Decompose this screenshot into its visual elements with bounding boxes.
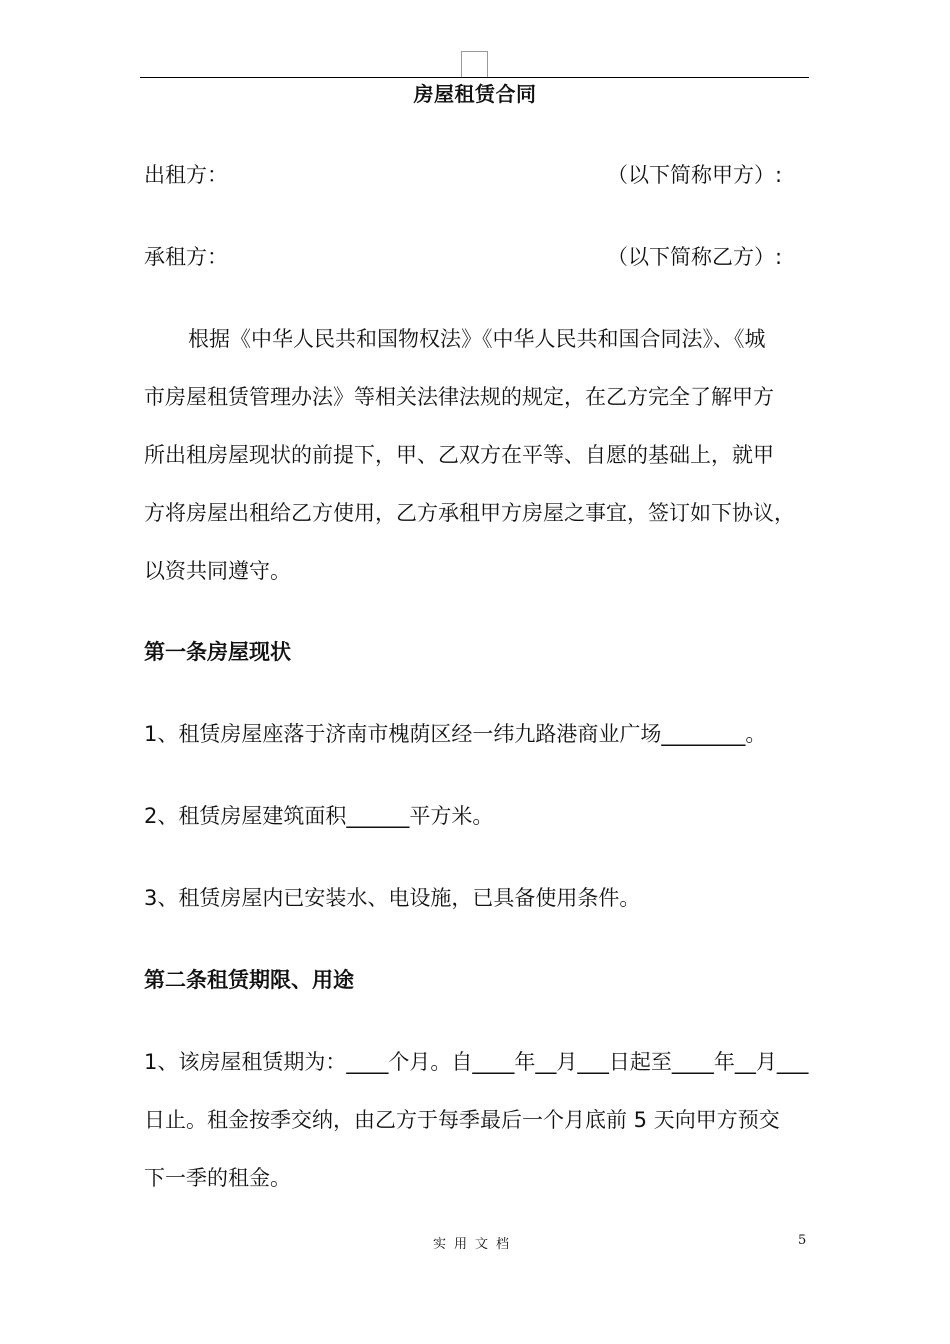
- article1-item: 1、租赁房屋座落于济南市槐荫区经一纬九路港商业广场________。: [144, 722, 767, 746]
- article2-heading: 第二条租赁期限、用途: [144, 968, 354, 992]
- footer-text: 实用文档: [432, 1237, 517, 1252]
- article1-item: 2、租赁房屋建筑面积______平方米。: [144, 804, 494, 828]
- document-title: 房屋租赁合同: [413, 82, 537, 106]
- article2-line: 1、该房屋租赁期为：____个月。自____年__月___日起至____年__月___: [144, 1050, 809, 1074]
- header-mark: [461, 51, 488, 77]
- article2-line: 日止。租金按季交纳，由乙方于每季最后一个月底前 5 天向甲方预交: [144, 1108, 780, 1132]
- intro-line: 市房屋租赁管理办法》等相关法律法规的规定，在乙方完全了解甲方: [144, 385, 774, 409]
- lessee-label: 承租方：: [144, 245, 228, 269]
- article1-item: 3、租赁房屋内已安装水、电设施，已具备使用条件。: [144, 886, 641, 910]
- intro-line: 所出租房屋现状的前提下，甲、乙双方在平等、自愿的基础上，就甲: [144, 443, 774, 467]
- lessee-suffix: （以下简称乙方）:: [607, 245, 783, 269]
- lessor-label: 出租方：: [144, 163, 228, 187]
- article1-heading: 第一条房屋现状: [144, 640, 291, 664]
- intro-line: 根据《中华人民共和国物权法》《中华人民共和国合同法》、《城: [188, 327, 766, 351]
- page-number: 5: [798, 1233, 807, 1248]
- lessor-suffix: （以下简称甲方）:: [607, 163, 783, 187]
- article2-line: 下一季的租金。: [144, 1166, 291, 1190]
- intro-line: 以资共同遵守。: [144, 559, 291, 583]
- intro-line: 方将房屋出租给乙方使用，乙方承租甲方房屋之事宜，签订如下协议，: [144, 501, 795, 525]
